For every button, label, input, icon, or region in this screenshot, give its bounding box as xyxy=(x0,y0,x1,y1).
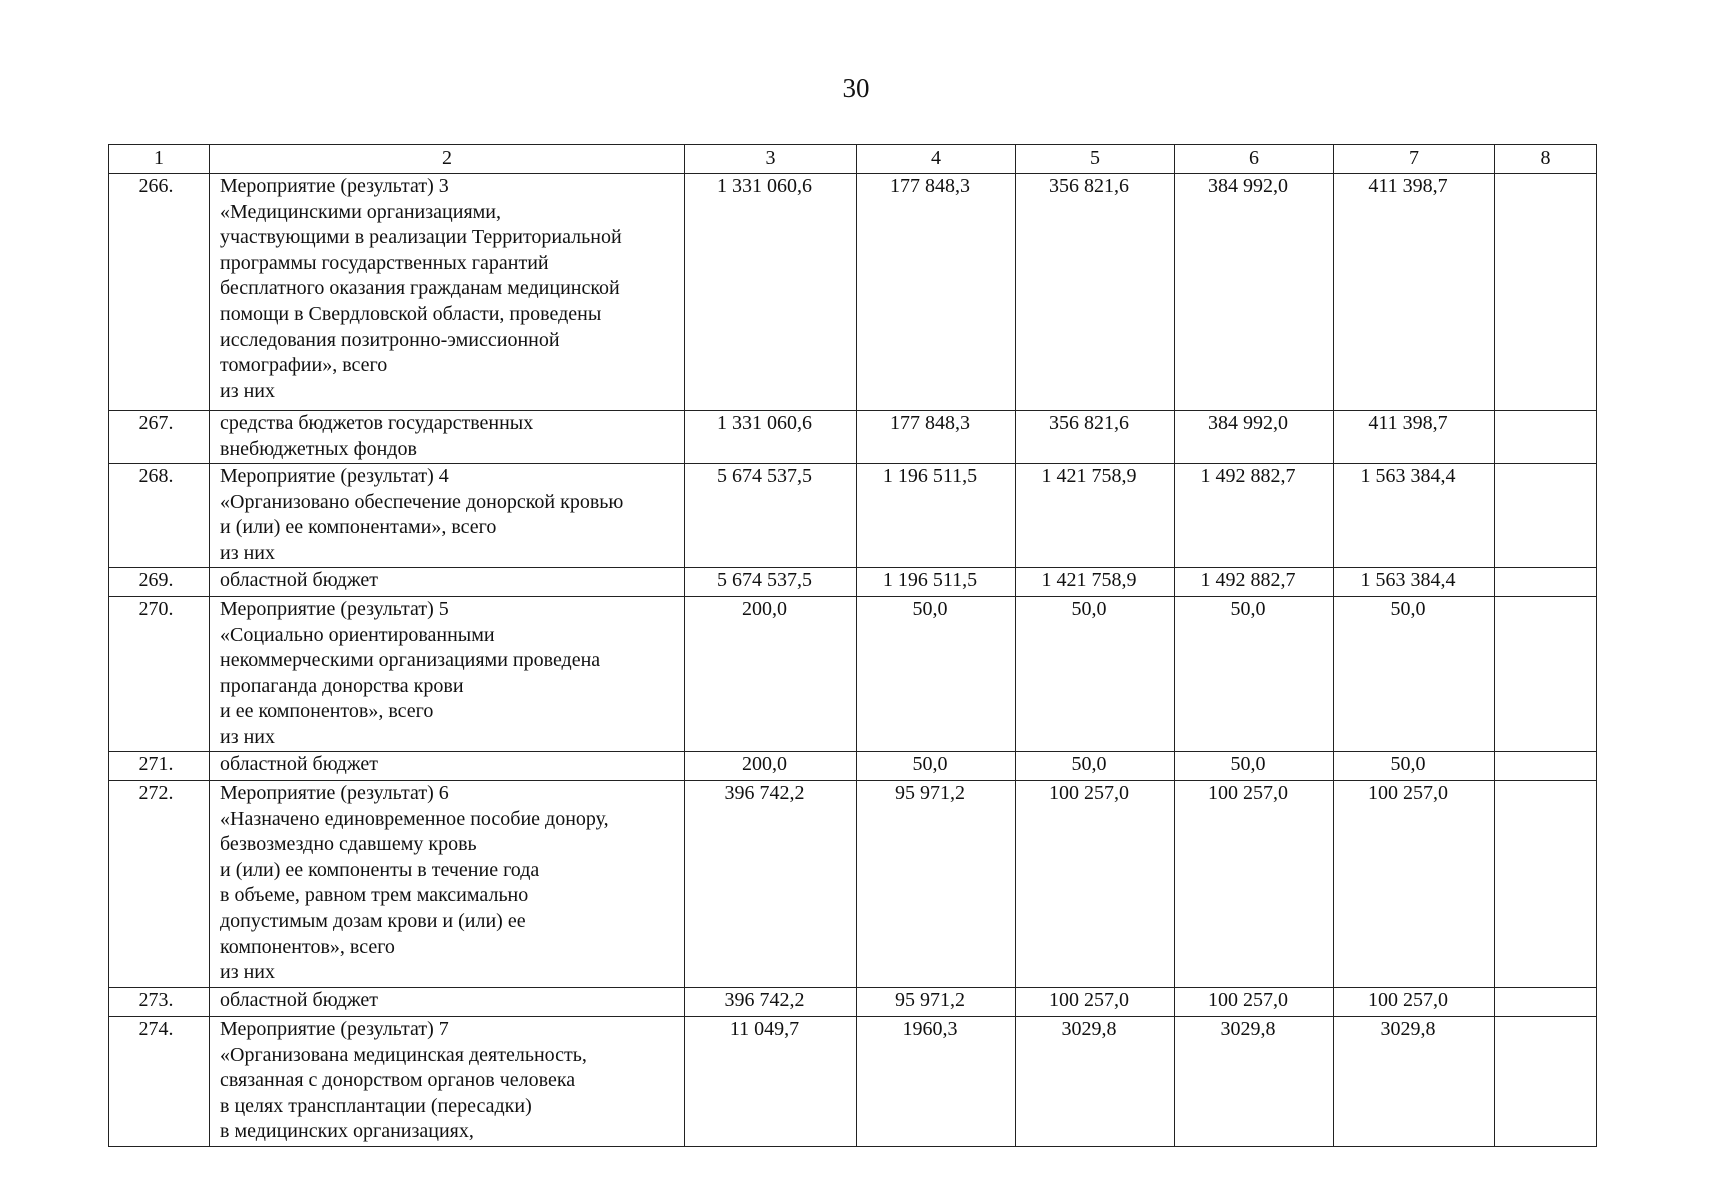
row-number: 271. xyxy=(109,752,210,781)
cell-col-4: 1 196 511,5 xyxy=(857,568,1016,597)
cell-col-3: 396 742,2 xyxy=(685,781,857,988)
cell-col-5: 50,0 xyxy=(1016,597,1175,752)
page-number: 30 xyxy=(842,73,870,103)
cell-col-8 xyxy=(1495,464,1597,568)
cell-col-5: 100 257,0 xyxy=(1016,781,1175,988)
cell-col-7: 50,0 xyxy=(1334,597,1495,752)
cell-col-7: 50,0 xyxy=(1334,752,1495,781)
table-row xyxy=(109,1017,1597,1147)
table-row xyxy=(109,781,1597,988)
cell-col-5: 3029,8 xyxy=(1016,1017,1175,1147)
table-row xyxy=(109,752,1597,781)
cell-col-8 xyxy=(1495,597,1597,752)
column-header-6: 6 xyxy=(1175,145,1334,174)
row-name: Мероприятие (результат) 7 «Организована медицинская деятельность, связанная с донорством органов человека в целях трансплантации (пересадки) в медицинских организациях, xyxy=(210,1017,685,1147)
row-name: Мероприятие (результат) 4 «Организовано обеспечение донорской кровью и (или) ее компонентами», всего из них xyxy=(210,464,685,568)
cell-col-4: 177 848,3 xyxy=(857,174,1016,411)
cell-col-7: 100 257,0 xyxy=(1334,781,1495,988)
row-number: 269. xyxy=(109,568,210,597)
cell-col-4: 177 848,3 xyxy=(857,411,1016,464)
cell-col-7: 100 257,0 xyxy=(1334,988,1495,1017)
column-header-8: 8 xyxy=(1495,145,1597,174)
cell-col-6: 1 492 882,7 xyxy=(1175,464,1334,568)
cell-col-6: 384 992,0 xyxy=(1175,174,1334,411)
cell-col-4: 1 196 511,5 xyxy=(857,464,1016,568)
row-name: областной бюджет xyxy=(210,988,685,1017)
row-number: 272. xyxy=(109,781,210,988)
cell-col-8 xyxy=(1495,411,1597,464)
cell-col-3: 200,0 xyxy=(685,597,857,752)
cell-col-6: 384 992,0 xyxy=(1175,411,1334,464)
cell-col-8 xyxy=(1495,174,1597,411)
cell-col-3: 396 742,2 xyxy=(685,988,857,1017)
cell-col-5: 1 421 758,9 xyxy=(1016,464,1175,568)
row-name: Мероприятие (результат) 3 «Медицинскими организациями, участвующими в реализации Территориальной программы государственных гарантий бесплатного оказания гражданам медицинской помощи в Свердловской области, проведены исследования позитронно-эмиссионной томографии», всего из них xyxy=(210,174,685,411)
table-row xyxy=(109,988,1597,1017)
row-number: 273. xyxy=(109,988,210,1017)
table-row xyxy=(109,411,1597,464)
cell-col-5: 50,0 xyxy=(1016,752,1175,781)
cell-col-3: 5 674 537,5 xyxy=(685,568,857,597)
cell-col-4: 1960,3 xyxy=(857,1017,1016,1147)
column-header-5: 5 xyxy=(1016,145,1175,174)
cell-col-4: 50,0 xyxy=(857,597,1016,752)
cell-col-8 xyxy=(1495,988,1597,1017)
cell-col-6: 3029,8 xyxy=(1175,1017,1334,1147)
column-header-1: 1 xyxy=(109,145,210,174)
cell-col-6: 1 492 882,7 xyxy=(1175,568,1334,597)
cell-col-7: 411 398,7 xyxy=(1334,411,1495,464)
column-header-3: 3 xyxy=(685,145,857,174)
cell-col-7: 1 563 384,4 xyxy=(1334,464,1495,568)
column-header-4: 4 xyxy=(857,145,1016,174)
cell-col-5: 356 821,6 xyxy=(1016,174,1175,411)
row-number: 268. xyxy=(109,464,210,568)
column-header-2: 2 xyxy=(210,145,685,174)
cell-col-3: 11 049,7 xyxy=(685,1017,857,1147)
row-number: 267. xyxy=(109,411,210,464)
cell-col-6: 50,0 xyxy=(1175,597,1334,752)
row-name: Мероприятие (результат) 5 «Социально ориентированными некоммерческими организациями проведена пропаганда донорства крови и ее компонентов», всего из них xyxy=(210,597,685,752)
cell-col-6: 100 257,0 xyxy=(1175,781,1334,988)
cell-col-6: 100 257,0 xyxy=(1175,988,1334,1017)
cell-col-4: 95 971,2 xyxy=(857,781,1016,988)
row-name: Мероприятие (результат) 6 «Назначено единовременное пособие донору, безвозмездно сдавшему кровь и (или) ее компоненты в течение года в объеме, равном трем максимально допустимым дозам крови и (или) ее компонентов», всего из них xyxy=(210,781,685,988)
cell-col-4: 95 971,2 xyxy=(857,988,1016,1017)
budget-table xyxy=(108,144,1597,1147)
row-number: 274. xyxy=(109,1017,210,1147)
column-header-7: 7 xyxy=(1334,145,1495,174)
cell-col-4: 50,0 xyxy=(857,752,1016,781)
table-row xyxy=(109,597,1597,752)
cell-col-7: 3029,8 xyxy=(1334,1017,1495,1147)
column-number-header-row xyxy=(109,145,1597,174)
row-name: средства бюджетов государственных внебюджетных фондов xyxy=(210,411,685,464)
cell-col-8 xyxy=(1495,1017,1597,1147)
cell-col-8 xyxy=(1495,781,1597,988)
cell-col-8 xyxy=(1495,568,1597,597)
cell-col-3: 200,0 xyxy=(685,752,857,781)
table-row xyxy=(109,174,1597,411)
cell-col-8 xyxy=(1495,752,1597,781)
table-row xyxy=(109,464,1597,568)
row-name: областной бюджет xyxy=(210,752,685,781)
cell-col-3: 1 331 060,6 xyxy=(685,174,857,411)
cell-col-3: 1 331 060,6 xyxy=(685,411,857,464)
cell-col-5: 1 421 758,9 xyxy=(1016,568,1175,597)
cell-col-5: 356 821,6 xyxy=(1016,411,1175,464)
table-row xyxy=(109,568,1597,597)
cell-col-3: 5 674 537,5 xyxy=(685,464,857,568)
cell-col-7: 1 563 384,4 xyxy=(1334,568,1495,597)
row-name: областной бюджет xyxy=(210,568,685,597)
cell-col-5: 100 257,0 xyxy=(1016,988,1175,1017)
cell-col-7: 411 398,7 xyxy=(1334,174,1495,411)
row-number: 266. xyxy=(109,174,210,411)
cell-col-6: 50,0 xyxy=(1175,752,1334,781)
row-number: 270. xyxy=(109,597,210,752)
